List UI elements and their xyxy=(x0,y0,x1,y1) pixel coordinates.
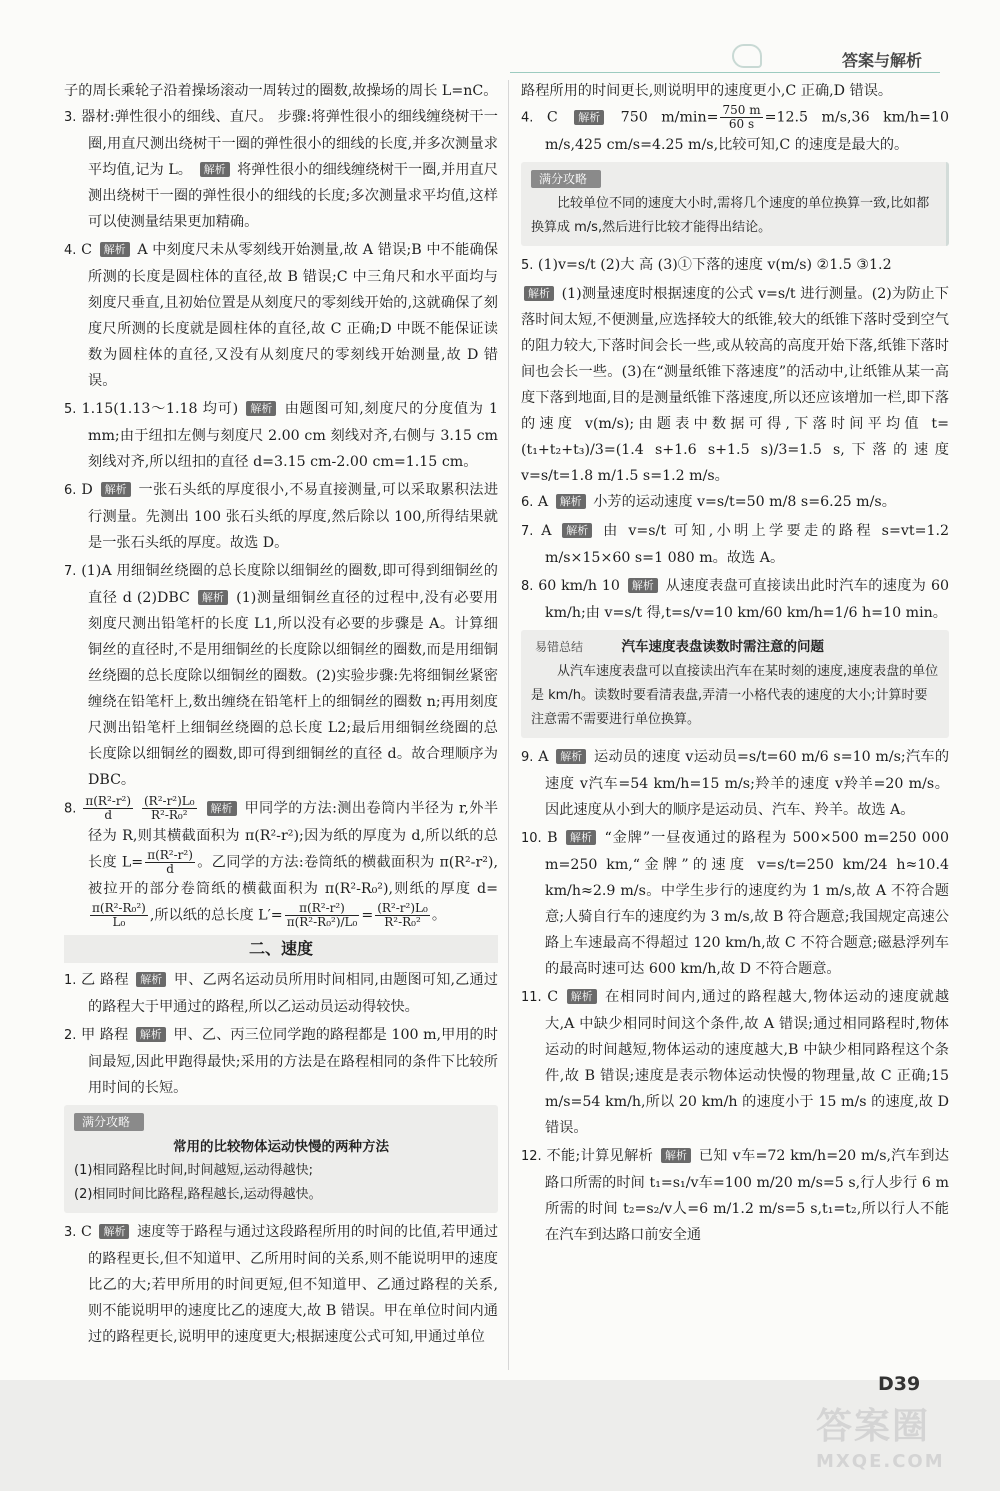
analysis-tag: 解析 xyxy=(99,1224,129,1239)
fraction: $\frac{\text{π(R²-r²)}}{d}$ xyxy=(85,794,132,822)
speed-item-2: 2. 甲 路程 解析 甲、乙、丙三位同学跑的路程都是 100 m,甲用的时间最短,因此甲跑得最快;采用的方法是在路程相同的条件下比较所用时间的长短。 xyxy=(64,1026,498,1096)
tip-title: 汽车速度表盘读数时需注意的问题 xyxy=(621,638,825,655)
analysis-tag: 解析 xyxy=(574,110,604,125)
answer-item-4: 4. C 解析 A 中刻度尺未从零刻线开始测量,故 A 错误;B 中不能确保所测的长度是圆柱体的直径,故 B 错误;C 中三角尺和水平面均与刻度尺垂直,且初始位置是从刻度尺的零刻线开始的,这就确保了刻度尺所测的长度就是圆柱体的直径,故 C 正确;D 中既不能保证读数为圆柱体的直径,又没有从刻度尺的零刻线开始测量,故 D 错误。 xyxy=(64,242,499,389)
tip-line: (1)相同路程比时间,时间越短,运动得越快; xyxy=(74,1162,314,1178)
fraction: $\frac{\text{π(R²-r²)}}{d}$ xyxy=(147,847,193,876)
continuation-text: 路程所用的时间更长,则说明甲的速度更小,C 正确,D 错误。 xyxy=(521,83,893,99)
answer-item-6: 6. D 解析 一张石头纸的厚度很小,不易直接测量,可以采取累积法进行测量。先测出 100 张石头纸的厚度,然后除以 100,所得结果就是一张石头纸的厚度。故选 D。 xyxy=(64,482,499,551)
tip-heading: 满分攻略 xyxy=(74,1113,144,1131)
speed-item-5-analysis: 解析 (1)测量速度时根据速度的公式 v=s/t 进行测量。(2)为防止下落时间太短,不便测量,应选择较大的纸锥,较大的纸锥下落时受到空气的阻力较大,下落时间会长一些,或从较高的高度开始下落,纸锥下落时间也会长一些。(3)在“测量纸锥下落速度”的活动中,让纸锥从某一高度下落到地面,目的是测量纸锥下落速度,所以还应该增加一栏,即下落的速度 v(m/s);由题表中数据可得,下落时间平均值 t=(t₁+t₂+t₃)/3=(1.4 s+1.6 s+1.5 s)/3=1.5 s,下落的速度 v=s/t=1.8 m/1.5 s=1.2 m/s。 xyxy=(521,285,949,484)
speed-item-7: 7. A 解析 由 v=s/t 可知,小明上学要走的路程 s=vt=1.2 m/s×15×60 s=1 080 m。故选 A。 xyxy=(521,522,950,566)
right-column xyxy=(521,78,949,1250)
error-summary-box xyxy=(521,630,949,738)
speed-item-1: 1. 乙 路程 解析 甲、乙两名运动员所用时间相同,由题图可知,乙通过的路程大于甲通过的路程,所以乙运动员运动得较快。 xyxy=(64,971,498,1015)
speed-item-6: 6. A 解析 小芳的运动速度 v=s/t=50 m/8 s=6.25 m/s。 xyxy=(521,493,896,510)
analysis-tag: 解析 xyxy=(198,590,228,605)
fraction: $\frac{750 m}{60 s}$ xyxy=(722,103,761,131)
header-title: 答案与解析 xyxy=(841,51,922,70)
tip-heading: 满分攻略 xyxy=(531,170,601,188)
analysis-tag: 解析 xyxy=(524,286,554,301)
answer-item-3: 3. 器材:弹性很小的细线、直尺。 步骤:将弹性很小的细线缠绕树干一圈,用直尺测出绕树干一圈的弹性很小的细线的长度,并多次测量求平均值,记为 L。 解析 将弹性很小的细线缠绕树干一圈,并用直尺测出绕树干一圈的弹性很小的细线的长度;多次测量求平均值,这样可以使测量结果更加精确。 xyxy=(64,109,498,230)
analysis-tag: 解析 xyxy=(562,523,592,538)
tip-box xyxy=(64,1105,498,1213)
analysis-tag: 解析 xyxy=(100,242,130,257)
tip-box xyxy=(521,162,949,246)
answer-item-7: 7. (1)A 用细铜丝绕圈的总长度除以细铜丝的圈数,即可得到细铜丝的直径 d (2)DBC 解析 (1)测量细铜丝直径的过程中,没有必要用刻度尺测出铅笔杆的长度 L1,所以没有必要的步骤是 A。计算细铜丝的直径时,不是用细铜丝的长度除以细铜丝的圈数,而是用细铜丝绕圈的总长度除以细铜丝的圈数。(2)实验步骤:先将细铜丝紧密缠绕在铅笔杆上,数出缠绕在铅笔杆上的细铜丝的圈数 n;再用刻度尺测出铅笔杆上细铜丝绕圈的总长度 L2;最后用细铜丝绕圈的总长度除以细铜丝的圈数,即可得到细铜丝的直径 d。故合理顺序为DBC。 xyxy=(64,563,499,788)
tip-heading: 易错总结 xyxy=(535,639,584,654)
page-number: D39 xyxy=(878,1373,921,1395)
analysis-tag: 解析 xyxy=(628,578,658,593)
fraction: $\frac{\text{π(R²-R₀²)}}{\text{L₀}}$ xyxy=(92,900,146,929)
tip-line: (2)相同时间比路程,路程越长,运动得越快。 xyxy=(74,1186,322,1202)
analysis-tag: 解析 xyxy=(556,494,586,509)
speed-item-11: 11. C 解析 在相同时间内,通过的路程越大,物体运动的速度就越大,A 中缺少相同时间这个条件,故 A 错误;通过相同路程时,物体运动的时间越短,物体运动的速度越大,B 中缺少相同路程这个条件,故 B 错误;速度是表示物体运动快慢的物理量,故 C 正确;15 m/s=54 km/h,所以 20 km/h 的速度小于 15 m/s 的速度,故 D 错误。 xyxy=(521,988,950,1136)
fraction: $\frac{\text{(R²-r²)L₀}}{\text{R²-R₀²}}$ xyxy=(377,900,428,929)
answer-item-8: 8. $\frac{\text{π(R²-r²)}}{d}$ $\frac{\text{(R²-r²)L₀}}{\text{R²-R₀²}}$ 解析 甲同学的方法:测出卷筒内半径为 r,外半径为 R,则其横截面积为 π(R²-r²);因为纸的厚度为 d,所以纸的总长度 L= $\frac{\text{π(R²-r²)}}{d}$ 。乙同学的方法:卷筒纸的横截面积为 π(R²-r²),被拉开的部分卷筒纸的横截面积为 π(R²-R₀²),则纸的厚度 d= $\frac{\text{π(R²-R₀²)}}{\text{L₀}}$ ,所以纸的总长度 L′= $\frac{\text{π(R²-r²)}}{\text{π(R²-R₀²)/L₀}}$ = $\frac{\text{(R²-r²)L₀}}{\text{R²-R₀²}}$ 。 xyxy=(64,794,499,929)
speed-item-10: 10. B 解析 “金牌”一昼夜通过的路程为 500×500 m=250 000 m=250 km,“金牌”的速度 v=s/t=250 km/24 h≈10.4 km/h≈2.9 m/s。中学生步行的速度约为 1 m/s,故 A 不符合题意;人骑自行车的速度约为 3 m/s,故 B 符合题意;我国规定高速公路上车速最高不得超过 120 km/h,故 C 不符合题意;磁悬浮列车的最高时速可达 600 km/h,故 D 不符合题意。 xyxy=(521,829,950,977)
analysis-tag: 解析 xyxy=(566,830,596,845)
analysis-tag: 解析 xyxy=(136,972,166,987)
continuation-text: 子的周长乘轮子沿着操场滚动一周转过的圈数,故操场的周长 L=nC。 xyxy=(64,83,498,99)
speed-item-9: 9. A 解析 运动员的速度 v运动员=s/t=60 m/6 s=10 m/s;汽车的速度 v汽车=54 km/h=15 m/s;羚羊的速度 v羚羊=20 m/s。因此速度从小到大的顺序是运动员、汽车、羚羊。故选 A。 xyxy=(521,748,950,818)
fraction: $\frac{\text{π(R²-r²)}}{\text{π(R²-R₀²)/L₀}}$ xyxy=(286,900,358,929)
tip-text: 从汽车速度表盘可以直接读出汽车在某时刻的速度,速度表盘的单位是 km/h。读数时要看清表盘,弄清一小格代表的速度的大小;计算时要注意需不需要进行单位换算。 xyxy=(531,663,939,727)
analysis-tag: 解析 xyxy=(207,801,237,816)
column-divider xyxy=(508,80,509,1370)
analysis-tag: 解析 xyxy=(567,989,597,1004)
speed-item-8: 8. 60 km/h 10 解析 从速度表盘可直接读出此时汽车的速度为 60 km/h;由 v=s/t 得,t=s/v=10 km/60 km/h=1/6 h=10 min。 xyxy=(521,577,950,621)
analysis-tag: 解析 xyxy=(246,401,276,416)
tip-text: 比较单位不同的速度大小时,需将几个速度的单位换算一致,比如都换算成 m/s,然后进行比较才能得出结论。 xyxy=(531,195,930,235)
watermark-logo: 答案圈 MXQE.COM xyxy=(816,1406,945,1472)
analysis-tag: 解析 xyxy=(101,482,131,497)
analysis-tag: 解析 xyxy=(136,1027,166,1042)
analysis-tag: 解析 xyxy=(556,749,586,764)
speed-item-5: 5. (1)v=s/t (2)大 高 (3)①下落的速度 v(m/s) ②1.5 ③1.2 xyxy=(521,256,892,273)
section-title: 二、速度 xyxy=(64,935,498,963)
header-decoration-icon xyxy=(732,44,762,68)
header-rule xyxy=(510,72,940,73)
speed-item-12: 12. 不能;计算见解析 解析 已知 v车=72 km/h=20 m/s,汽车到达路口所需的时间 t₁=s₁/v车=100 m/20 m/s=5 s,行人步行 6 m 所需的时间 t₂=s₂/v人=6 m/1.2 m/s=5 s,t₁=t₂,所以行人不能在汽车到达路口前安全通 xyxy=(521,1147,949,1243)
answer-item-5: 5. 1.15(1.13～1.18 均可) 解析 由题图可知,刻度尺的分度值为 1 mm;由于纽扣左侧与刻度尺 2.00 cm 刻线对齐,右侧与 3.15 cm 刻线对齐,所以纽扣的直径 d=3.15 cm-2.00 cm=1.15 cm。 xyxy=(64,401,498,470)
left-column xyxy=(64,78,498,1352)
fraction: $\frac{\text{(R²-r²)L₀}}{\text{R²-R₀²}}$ xyxy=(143,794,195,822)
speed-item-3: 3. C 解析 速度等于路程与通过这段路程所用的时间的比值,若甲通过的路程更长,但不知道甲、乙所用时间的关系,则不能说明甲的速度比乙的大;若甲所用的时间更短,但不知道甲、乙通过路程的关系,则不能说明甲的速度比乙的速度大,故 B 错误。甲在单位时间内通过的路程更长,说明甲的速度更大;根据速度公式可知,甲通过单位 xyxy=(64,1223,499,1345)
analysis-tag: 解析 xyxy=(661,1148,691,1163)
analysis-tag: 解析 xyxy=(200,162,230,177)
speed-item-4: 4. C 解析 750 m/min= $\frac{750 m}{60 s}$ =12.5 m/s,36 km/h=10 m/s,425 cm/s=4.25 m/s,比较可知,C 的速度是最大的。 xyxy=(521,103,949,153)
tip-title: 常用的比较物体运动快慢的两种方法 xyxy=(173,1138,389,1155)
